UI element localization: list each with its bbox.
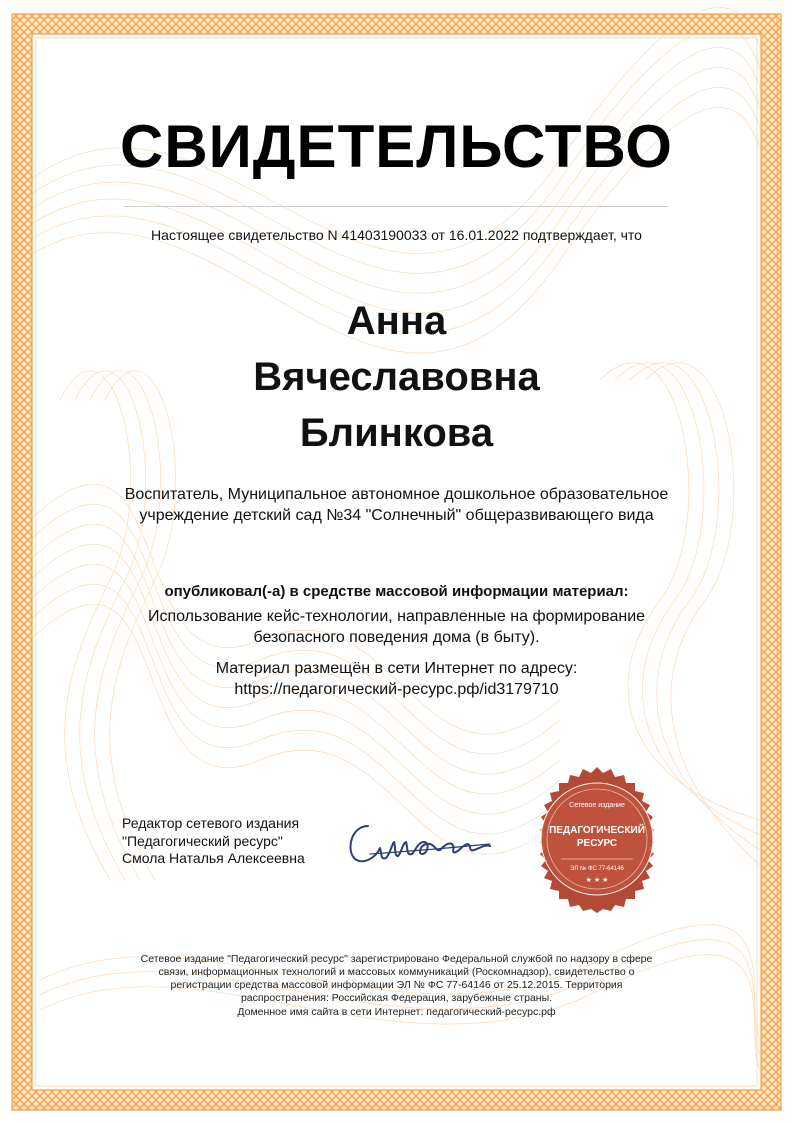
seal-top-text: Сетевое издание <box>569 802 625 809</box>
url-label: Материал размещён в сети Интернет по адресу: <box>215 660 578 677</box>
certificate-title: СВИДЕТЕЛЬСТВО <box>120 113 673 180</box>
recipient-patronymic: Вячеславовна <box>253 355 540 399</box>
material-url[interactable]: https://педагогический-ресурс.рф/id3179710 <box>234 681 559 698</box>
seal-stars: ★ ★ ★ <box>585 877 609 884</box>
certificate-intro: Настоящее свидетельство N 41403190033 от 16.01.2022 подтверждает, что <box>151 227 642 243</box>
editor-info <box>122 815 342 868</box>
registration-footer <box>120 953 673 1019</box>
published-label: опубликовал(-а) в средстве массовой информации материал: <box>164 583 629 600</box>
material-line: Использование кейс-технологии, направленные на формирование <box>147 608 646 625</box>
title-divider <box>124 206 668 207</box>
position-line: учреждение детский сад №34 "Солнечный" общеразвивающего вида <box>139 506 654 524</box>
recipient-position <box>110 485 683 527</box>
footer-line: распространения: Российская Федерация, зарубежные страны. <box>240 992 553 1005</box>
recipient-first-name: Анна <box>346 299 447 343</box>
editor-name: Смола Наталья Алексеевна <box>122 850 305 866</box>
footer-line: связи, информационных технологий и массовых коммуникаций (Роскомнадзор), свидетельство о <box>158 966 635 979</box>
seal-registration: ЭЛ № ФС 77-64146 <box>570 866 624 872</box>
recipient-name <box>0 292 793 460</box>
signature-icon <box>340 808 500 878</box>
editor-publication: "Педагогический ресурс" <box>122 832 283 849</box>
publisher-seal-icon <box>522 764 672 914</box>
footer-line: регистрации средства массовой информации ЭЛ № ФС 77-64146 от 25.12.2015. Территория <box>170 979 623 992</box>
recipient-last-name: Блинкова <box>299 411 494 455</box>
seal-title-line2: РЕСУРС <box>576 838 618 849</box>
material-line: безопасного поведения дома (в быту). <box>253 628 540 646</box>
seal-title-line1: ПЕДАГОГИЧЕСКИЙ <box>549 825 645 836</box>
position-line: Воспитатель, Муниципальное автономное дошкольное образовательное <box>124 486 669 503</box>
footer-line: Доменное имя сайта в сети Интернет: педагогический-ресурс.рф <box>237 1005 556 1018</box>
material-title <box>120 607 673 649</box>
footer-line: Сетевое издание "Педагогический ресурс" зарегистрировано Федеральной службой по надзору в сфере <box>140 953 653 965</box>
editor-role: Редактор сетевого издания <box>122 815 300 831</box>
